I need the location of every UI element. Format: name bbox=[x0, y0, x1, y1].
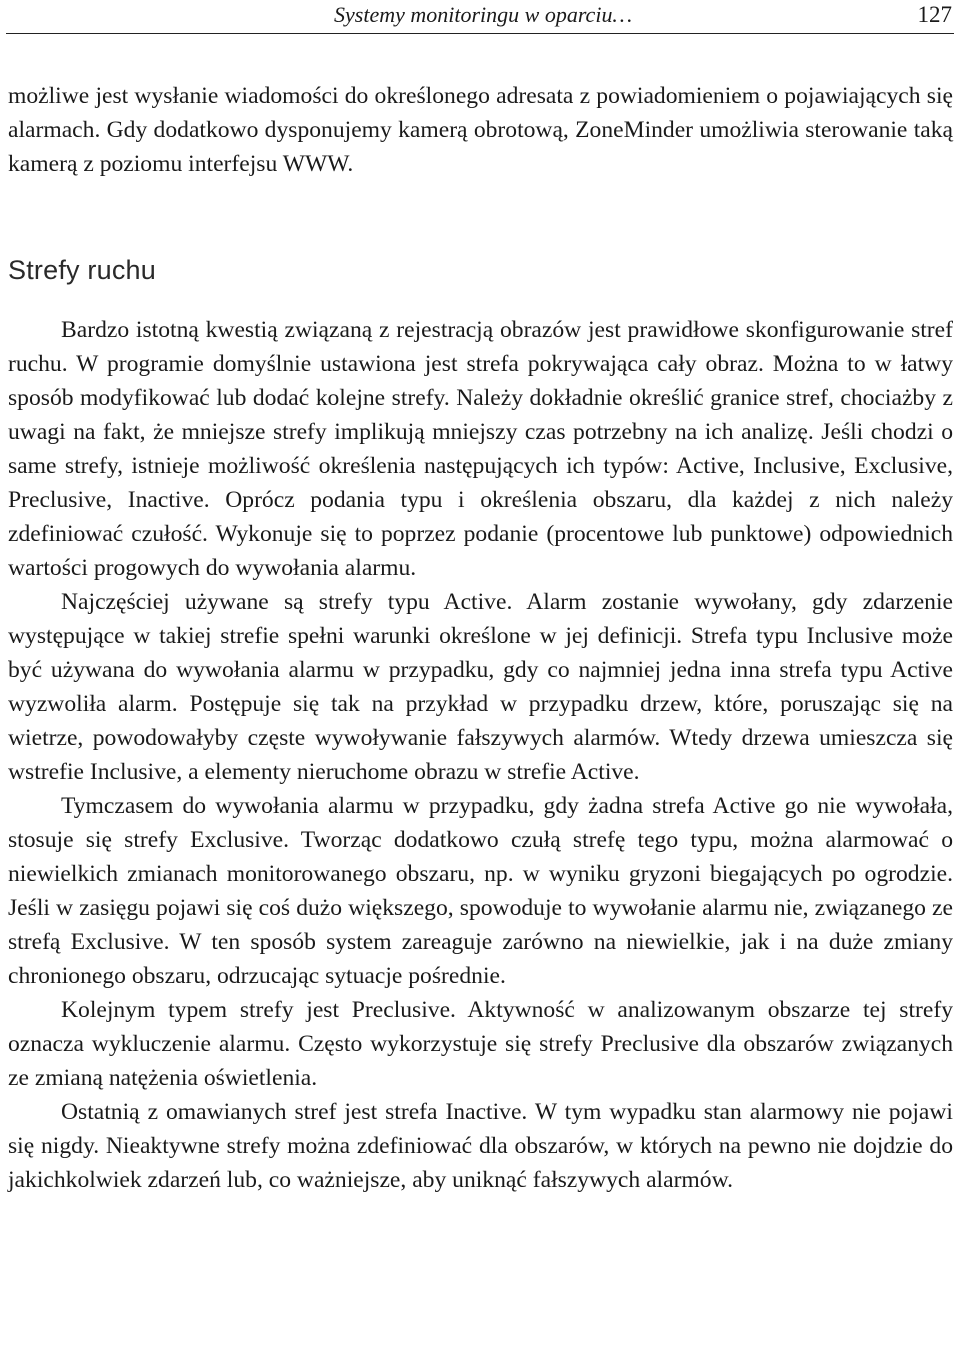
body-paragraph: Bardzo istotną kwestią związaną z rejestracją obrazów jest prawidłowe skonfigurowanie stref ruchu. W programie domyślnie ustawiona jest strefa pokrywająca cały obraz. Można to w łatwy sposób modyfikować lub dodać kolejne strefy. Należy dokładnie określić granice stref, chociażby z uwagi na fakt, że mniejsze strefy implikują mniejszy czas potrzebny na ich analizę. Jeśli chodzi o same strefy, istnieje możliwość określenia następujących ich typów: Active, Inclusive, Exclusive, Preclusive, Inactive. Oprócz podania typu i określenia obszaru, dla każdej z nich należy zdefiniować czułość. Wykonuje się to poprzez podanie (procentowe lub punktowe) odpowiednich wartości progowych do wywołania alarmu. bbox=[8, 317, 953, 581]
section-heading: Strefy ruchu bbox=[8, 255, 156, 285]
page-content bbox=[8, 79, 953, 1197]
page-header bbox=[6, 0, 954, 34]
body-paragraph: Ostatnią z omawianych stref jest strefa Inactive. W tym wypadku stan alarmowy nie pojawi się nigdy. Nieaktywne strefy można zdefiniować dla obszarów, w których na pewno nie dojdzie do jakichkolwiek zdarzeń lub, co ważniejsze, aby uniknąć fałszywych alarmów. bbox=[8, 1099, 953, 1193]
page-number: 127 bbox=[917, 2, 952, 27]
body-paragraph: Kolejnym typem strefy jest Preclusive. Aktywność w analizowanym obszarze tej strefy oznacza wykluczenie alarmu. Często wykorzystuje się strefy Preclusive dla obszarów związanych ze zmianą natężenia oświetlenia. bbox=[8, 997, 953, 1091]
body-paragraph: Tymczasem do wywołania alarmu w przypadku, gdy żadna strefa Active go nie wywołała, stosuje się strefy Exclusive. Tworząc dodatkowo czułą strefę tego typu, można alarmować o niewielkich zmianach monitorowanego obszaru, np. w wyniku gryzoni biegających po ogrodzie. Jeśli w zasięgu pojawi się coś dużo większego, spowoduje to wywołanie alarmu nie, związanego ze strefą Exclusive. W ten sposób system zareaguje zarówno na niewielkie, jak i na duże zmiany chronionego obszaru, odrzucając sytuacje pośrednie. bbox=[8, 793, 953, 989]
intro-paragraph: możliwe jest wysłanie wiadomości do określonego adresata z powiadomieniem o pojawiających się alarmach. Gdy dodatkowo dysponujemy kamerą obrotową, ZoneMinder umożliwia sterowanie taką kamerą z poziomu interfejsu WWW. bbox=[8, 83, 953, 177]
body-paragraph: Najczęściej używane są strefy typu Active. Alarm zostanie wywołany, gdy zdarzenie występujące w takiej strefie spełni warunki określone w jej definicji. Strefa typu Inclusive może być używana do wywołania alarmu w przypadku, gdy co najmniej jedna inna strefa typu Active wyzwoliła alarm. Postępuje się tak na przykład w przypadku drzew, które, poruszając się na wietrze, powodowałyby częste wywoływanie fałszywych alarmów. Wtedy drzewa umieszcza się wstrefie Inclusive, a elementy nieruchome obrazu w strefie Active. bbox=[8, 589, 953, 785]
running-title: Systemy monitoringu w oparciu… bbox=[334, 2, 632, 27]
